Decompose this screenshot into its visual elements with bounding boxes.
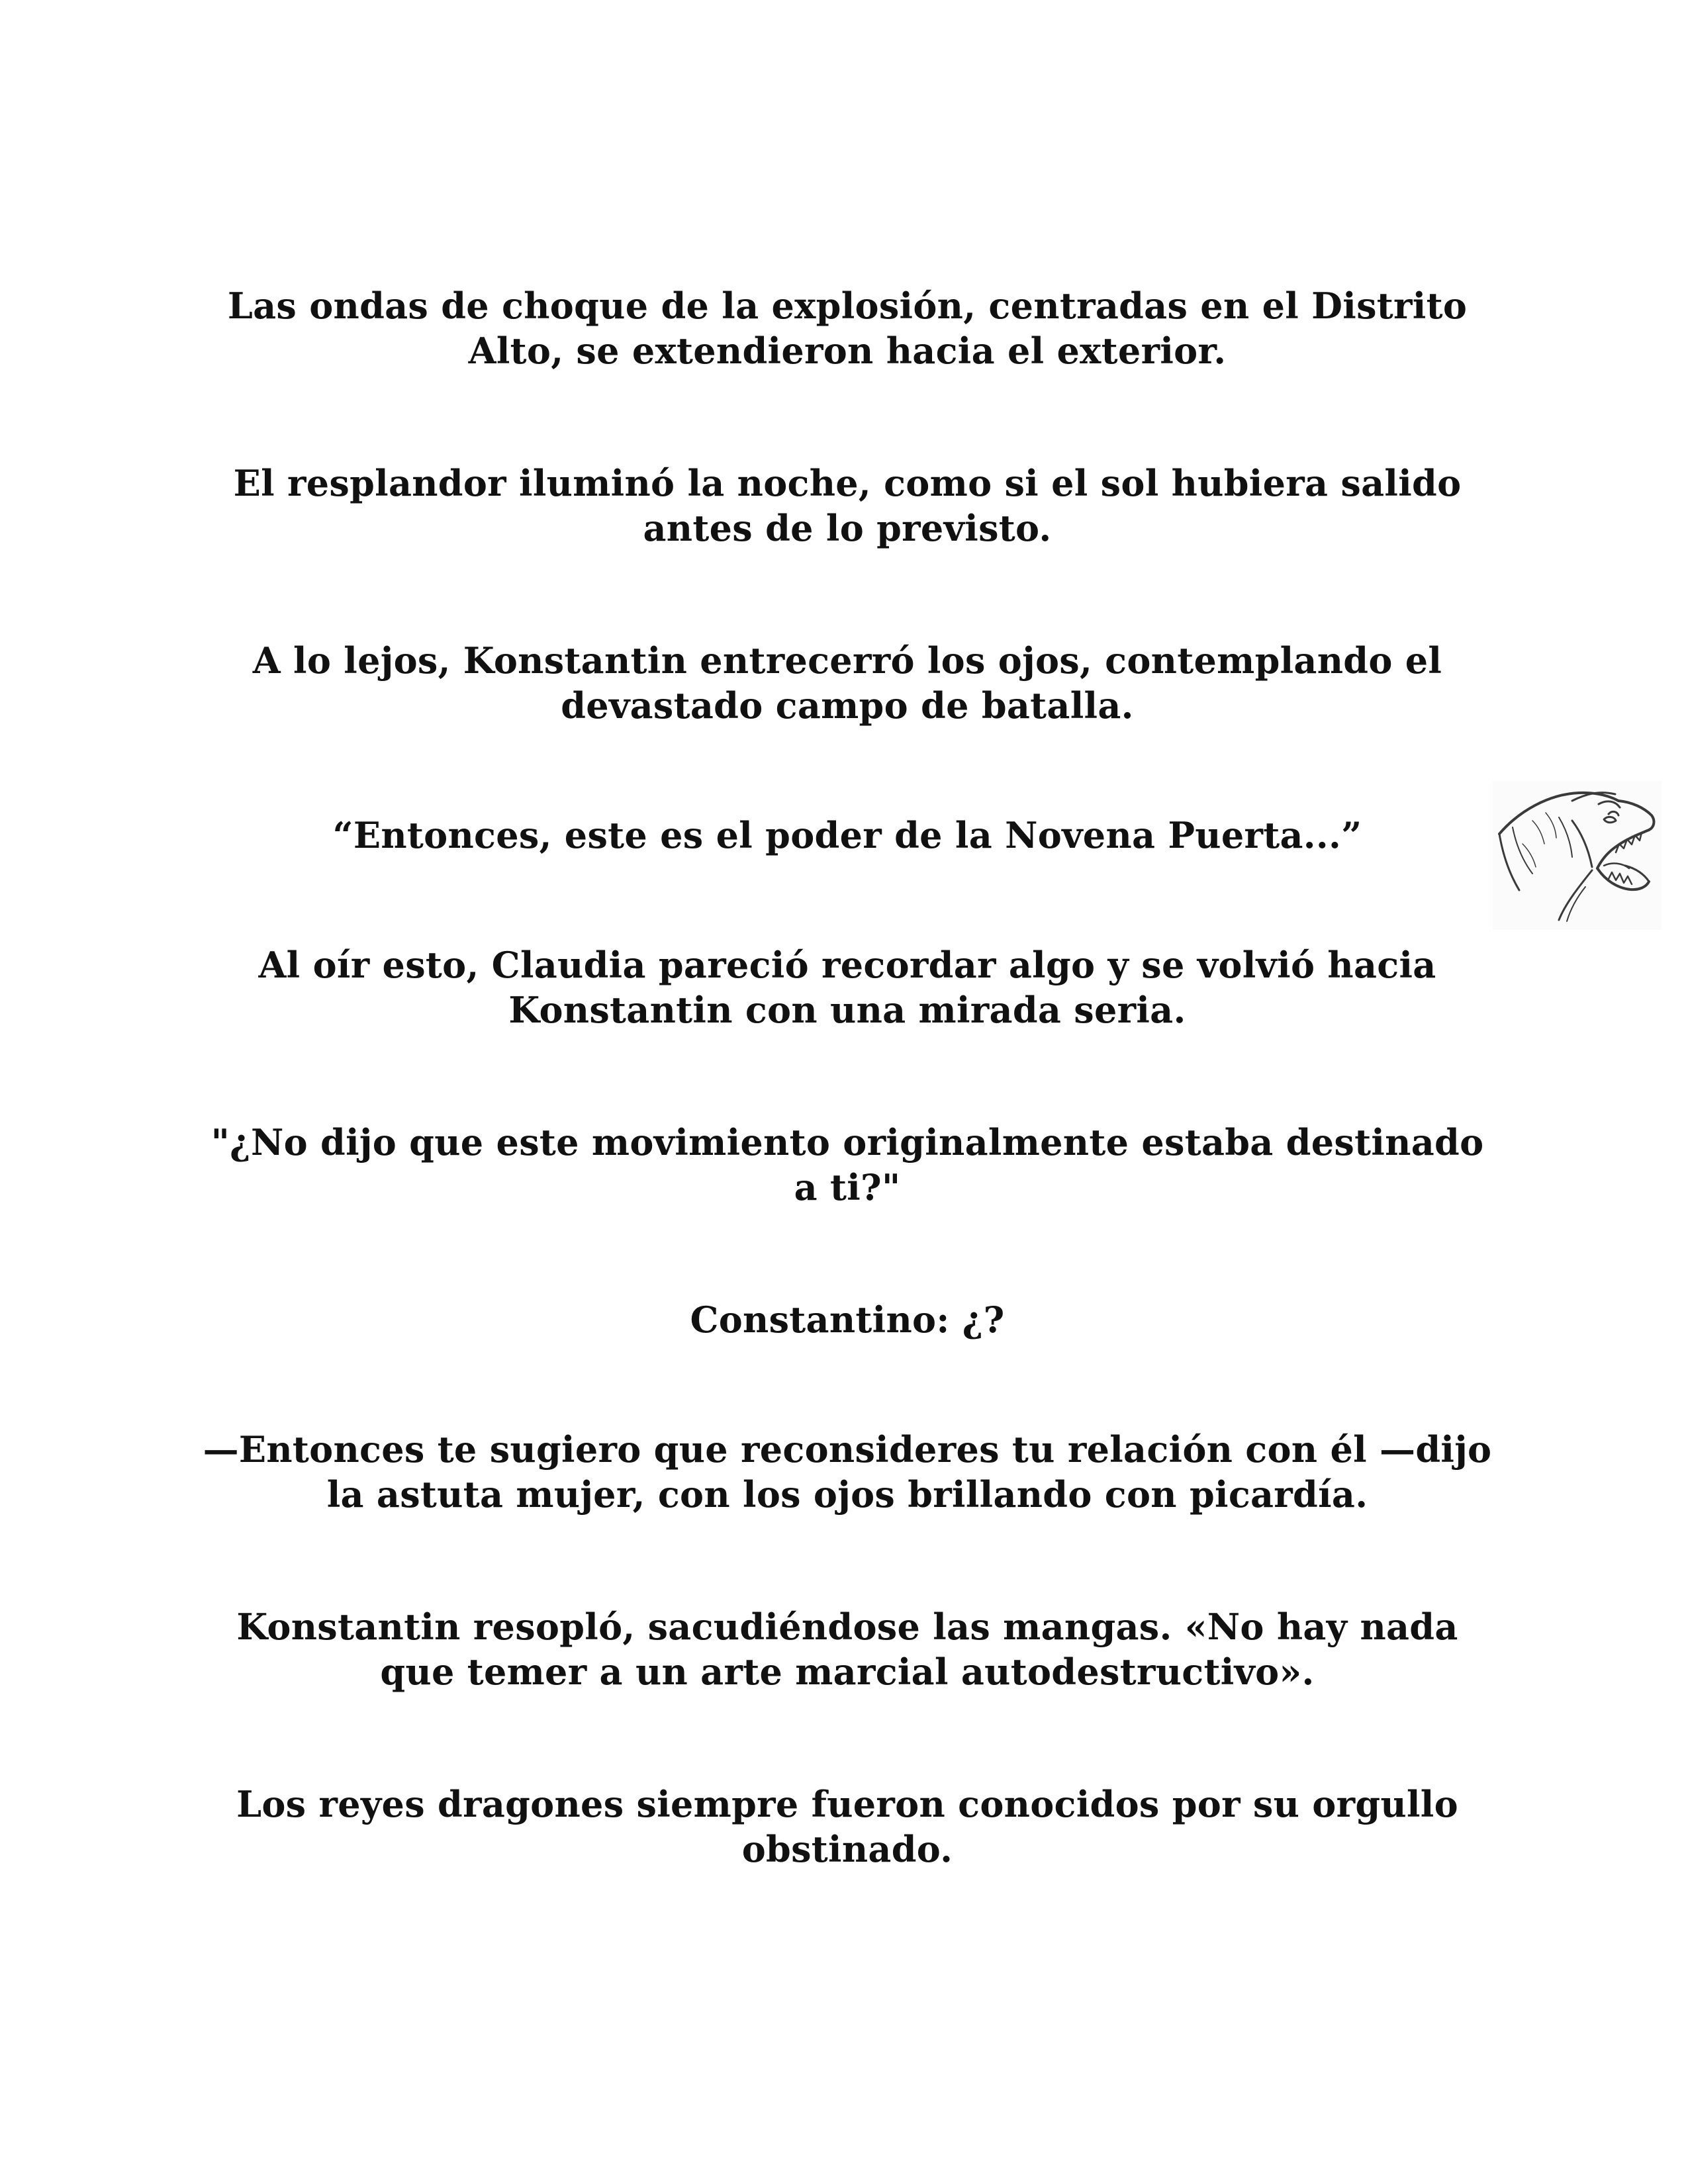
paragraph-7: Constantino: ¿? [690, 1298, 1005, 1341]
paragraph-5: Al oír esto, Claudia pareció recordar algo y se volvió hacia Konstantin con una mirada seria. [258, 944, 1436, 1031]
paragraph-8: —Entonces te sugiero que reconsideres tu relación con él —dijo la astuta mujer, con los ojos brillando con picardía. [203, 1428, 1492, 1516]
paragraph-3: A lo lejos, Konstantin entrecerró los ojos, contemplando el devastado campo de batalla. [252, 639, 1442, 727]
paragraph-4: “Entonces, este es el poder de la Novena Puerta...” [332, 814, 1362, 856]
paragraph-6: "¿No dijo que este movimiento originalmente estaba destinado a ti?" [211, 1121, 1484, 1208]
paragraph-9: Konstantin resopló, sacudiéndose las mangas. «No hay nada que temer a un arte marcial autodestructivo». [236, 1606, 1458, 1693]
paragraph-1: Las ondas de choque de la explosión, centradas en el Distrito Alto, se extendieron hacia el exterior. [227, 285, 1468, 372]
paragraph-10: Los reyes dragones siempre fueron conocidos por su orgullo obstinado. [236, 1783, 1458, 1870]
paragraph-2: El resplandor iluminó la noche, como si el sol hubiera salido antes de lo previsto. [233, 462, 1462, 549]
dragon-head-sketch-icon [1493, 781, 1662, 930]
